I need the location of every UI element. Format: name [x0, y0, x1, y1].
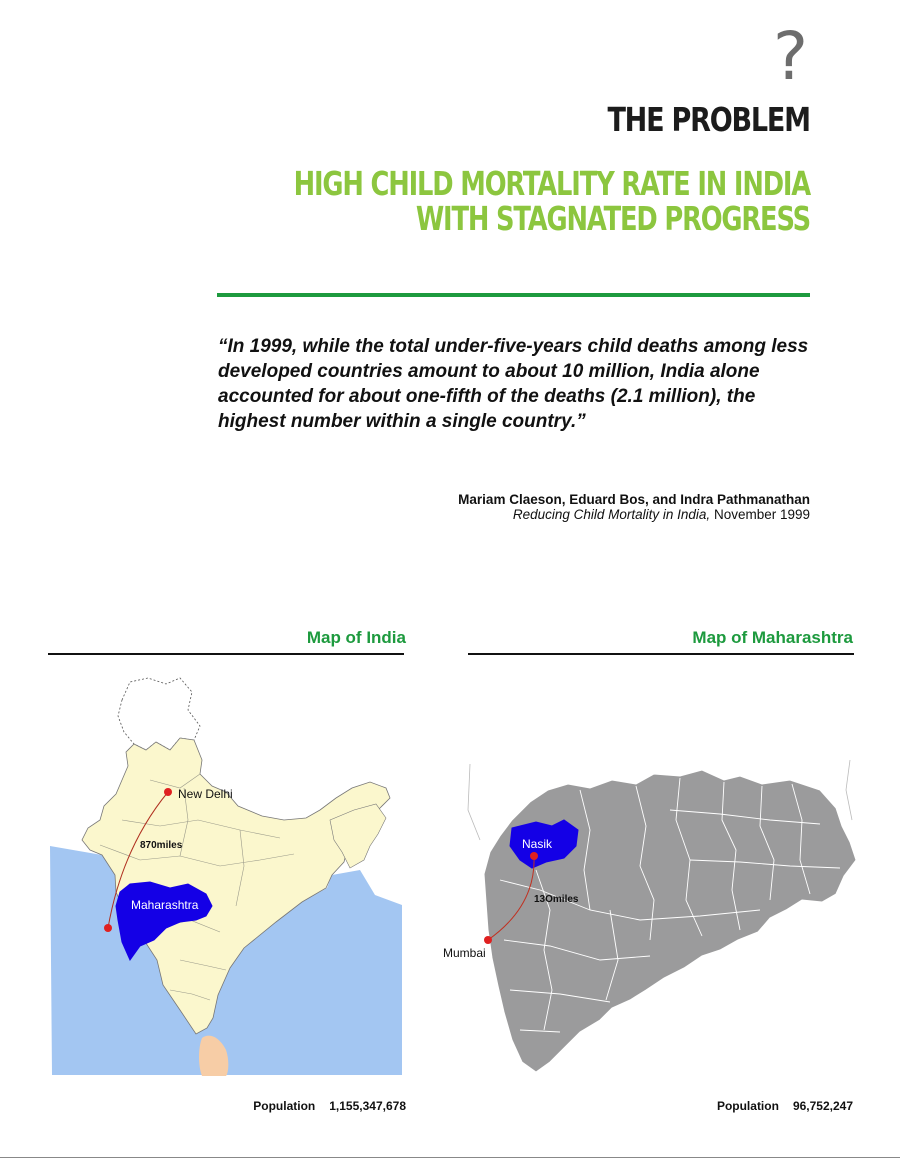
maharashtra-map-graphic: [440, 750, 860, 1080]
quote-authors: Mariam Claeson, Eduard Bos, and Indra Pathmanathan: [458, 492, 810, 507]
quote-source-date: November 1999: [710, 507, 810, 522]
maharashtra-map-title: Map of Maharashtra: [692, 628, 853, 647]
maharashtra-population: [717, 1099, 853, 1113]
maharashtra-land: [484, 770, 856, 1072]
page-subtitle: [294, 166, 810, 236]
quote-attribution: [458, 492, 810, 522]
subtitle-line-2: WITH STAGNATED PROGRESS: [415, 199, 810, 238]
maharashtra-map-rule: [468, 653, 854, 655]
india-population: [253, 1099, 406, 1113]
mumbai-marker: [104, 924, 112, 932]
quote-source-title: Reducing Child Mortality in India,: [512, 507, 711, 522]
new-delhi-label: New Delhi: [178, 787, 233, 801]
maharashtra-distance-label: 13Omiles: [534, 894, 579, 905]
new-delhi-marker: [164, 788, 172, 796]
mumbai-label: Mumbai: [443, 946, 486, 960]
maharashtra-population-value: 96,752,247: [792, 1099, 853, 1113]
section-divider: [217, 293, 810, 297]
mumbai-marker-state: [484, 936, 492, 944]
quote-text: “In 1999, while the total under-five-years child deaths among less developed countries amount to about 10 million, India alone accounted for about one-fifth of the deaths (2.1 million), the highest number within a single country.”: [218, 336, 809, 432]
india-map-graphic: [30, 670, 410, 1080]
subtitle-line-1: HIGH CHILD MORTALITY RATE IN INDIA: [293, 164, 810, 203]
page-title: THE PROBLEM: [607, 100, 810, 139]
question-mark: ?: [772, 18, 808, 95]
maharashtra-label: Maharashtra: [131, 898, 199, 912]
nasik-marker: [530, 852, 538, 860]
maharashtra-population-label: Population: [716, 1099, 779, 1113]
india-map: [30, 670, 410, 1080]
nasik-label: Nasik: [522, 837, 553, 851]
india-population-label: Population: [253, 1099, 316, 1113]
india-map-title: Map of India: [306, 628, 406, 647]
neighbor-outline: [468, 764, 480, 840]
india-population-value: 1,155,347,678: [329, 1099, 406, 1113]
bottom-rule: [0, 1157, 900, 1158]
neighbor-outline-2: [846, 760, 852, 820]
india-map-rule: [48, 653, 404, 655]
maharashtra-map: [440, 750, 860, 1080]
quote-source: [458, 507, 810, 522]
india-distance-label: 870miles: [140, 840, 183, 851]
